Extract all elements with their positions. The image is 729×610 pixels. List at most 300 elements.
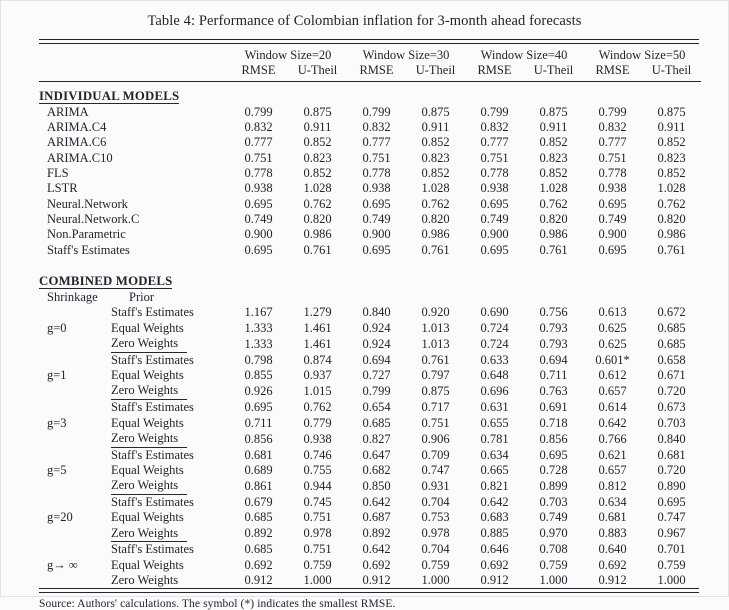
prior-label: Staff's Estimates	[111, 305, 194, 320]
metric-value: 0.631	[480, 400, 509, 415]
shrinkage-label	[39, 383, 111, 400]
metric-value: 0.820	[657, 211, 686, 226]
metric-value: 0.755	[303, 462, 332, 477]
shrinkage-label	[39, 305, 111, 320]
metric-value: 0.890	[657, 478, 686, 493]
window-size-header-2: Window Size=30	[362, 48, 450, 62]
metric-header-rmse-3: RMSE	[465, 63, 524, 81]
combined-models-heading-row	[39, 267, 701, 290]
metric-value: 0.875	[421, 384, 450, 399]
metric-value: 0.823	[657, 150, 686, 165]
model-row	[39, 197, 701, 212]
metric-value: 0.832	[480, 120, 509, 135]
metric-value: 0.852	[657, 135, 686, 150]
metric-value: 0.820	[539, 211, 568, 226]
empty-cell	[288, 290, 347, 305]
metric-value: 0.912	[480, 573, 509, 587]
metric-value: 0.978	[421, 526, 450, 541]
metric-value: 0.751	[480, 150, 509, 165]
metric-value: 0.762	[539, 196, 568, 211]
prior-label: Equal Weights	[111, 320, 184, 335]
metric-value: 1.013	[421, 336, 450, 351]
model-name: ARIMA.C4	[47, 120, 107, 135]
metric-value: 1.028	[539, 181, 568, 196]
metric-value: 0.820	[303, 211, 332, 226]
metric-value: 0.751	[303, 510, 332, 525]
metric-value: 0.832	[244, 120, 273, 135]
metric-value: 0.746	[303, 447, 332, 462]
metric-value: 0.658	[657, 352, 686, 367]
shrinkage-label	[39, 478, 111, 495]
metric-value: 1.013	[421, 320, 450, 335]
combined-row	[39, 305, 701, 320]
metric-value: 1.000	[657, 573, 686, 587]
metric-value: 0.642	[362, 495, 391, 510]
metric-value: 0.685	[244, 542, 273, 557]
prior-label	[111, 336, 229, 353]
shrinkage-label: g→ ∞	[47, 557, 78, 572]
metric-value: 0.777	[362, 135, 391, 150]
empty-cell	[229, 290, 288, 305]
model-row	[39, 243, 701, 258]
empty-cell	[406, 290, 465, 305]
metric-value: 0.685	[244, 510, 273, 525]
metric-value: 0.711	[539, 368, 568, 383]
prior-label: Staff's Estimates	[111, 542, 194, 557]
window-size-header-row	[39, 44, 701, 63]
metric-value: 0.762	[303, 400, 332, 415]
metric-value: 0.944	[303, 478, 332, 493]
metric-value: 0.761	[539, 242, 568, 257]
metric-value: 0.695	[480, 242, 509, 257]
metric-value: 1.167	[244, 305, 273, 320]
metric-value: 1.015	[303, 384, 332, 399]
metric-value: 0.704	[421, 495, 450, 510]
metric-value: 0.690	[480, 305, 509, 320]
metric-value: 0.892	[362, 526, 391, 541]
table-header	[39, 44, 701, 81]
metric-value: 0.777	[598, 135, 627, 150]
metric-value: 0.654	[362, 400, 391, 415]
metric-value: 0.920	[421, 305, 450, 320]
shrinkage-label	[39, 448, 111, 463]
metric-value: 0.759	[303, 557, 332, 572]
metric-value: 0.779	[303, 415, 332, 430]
metric-value: 0.926	[244, 384, 273, 399]
model-name: LSTR	[47, 181, 78, 196]
metric-value: 0.751	[421, 415, 450, 430]
metric-header-rmse-4: RMSE	[583, 63, 642, 81]
metric-value: 0.938	[480, 181, 509, 196]
metric-value: 0.899	[539, 478, 568, 493]
metric-value: 1.028	[421, 181, 450, 196]
metric-value: 0.703	[539, 495, 568, 510]
metric-value: 0.753	[421, 510, 450, 525]
metric-value: 1.028	[303, 181, 332, 196]
results-table	[39, 44, 701, 588]
metric-value: 0.778	[362, 166, 391, 181]
metric-value: 0.695	[244, 242, 273, 257]
metric-value: 0.931	[421, 478, 450, 493]
metric-value: 0.892	[244, 526, 273, 541]
combined-row	[39, 353, 701, 368]
metric-value: 0.912	[244, 573, 273, 587]
metric-value: 0.685	[657, 336, 686, 351]
metric-value: 0.906	[421, 431, 450, 446]
metric-value: 1.333	[244, 336, 273, 351]
metric-value: 0.703	[657, 415, 686, 430]
metric-value: 0.855	[244, 368, 273, 383]
metric-header-u-theil-2: U-Theil	[406, 63, 465, 81]
metric-value: 0.640	[598, 542, 627, 557]
shrinkage-label: g=5	[47, 462, 67, 477]
metric-value: 0.986	[657, 227, 686, 242]
metric-value: 0.911	[657, 120, 686, 135]
model-row	[39, 227, 701, 242]
header-spacer-cell	[39, 44, 229, 63]
metric-value: 0.840	[657, 431, 686, 446]
metric-value: 0.747	[421, 462, 450, 477]
metric-value: 0.633	[480, 352, 509, 367]
metric-header-row	[39, 63, 701, 81]
metric-value: 0.793	[539, 336, 568, 351]
metric-value: 0.827	[362, 431, 391, 446]
prior-label: Staff's Estimates	[111, 495, 194, 510]
shrinkage-label: g=3	[47, 415, 67, 430]
metric-value: 0.621	[598, 447, 627, 462]
metric-value: 0.648	[480, 368, 509, 383]
metric-value: 0.797	[421, 368, 450, 383]
metric-value: 0.912	[362, 573, 391, 587]
prior-label	[111, 431, 229, 448]
combined-row	[39, 368, 701, 383]
metric-value: 0.717	[421, 400, 450, 415]
metric-value: 0.823	[421, 150, 450, 165]
metric-value: 0.924	[362, 320, 391, 335]
metric-value: 0.759	[657, 557, 686, 572]
combined-row	[39, 321, 701, 336]
combined-row	[39, 526, 701, 543]
metric-value: 0.861	[244, 478, 273, 493]
metric-value: 0.850	[362, 478, 391, 493]
metric-value: 0.613	[598, 305, 627, 320]
metric-value: 0.763	[539, 384, 568, 399]
metric-value: 0.692	[362, 557, 391, 572]
shrinkage-label	[39, 573, 111, 588]
metric-value: 1.028	[657, 181, 686, 196]
metric-value: 0.695	[362, 196, 391, 211]
metric-value: 0.665	[480, 462, 509, 477]
combined-row	[39, 336, 701, 353]
metric-value: 0.793	[539, 320, 568, 335]
metric-value: 0.634	[598, 495, 627, 510]
metric-value: 0.625	[598, 336, 627, 351]
model-name: Neural.Network.C	[47, 211, 140, 226]
prior-label-underlined: Zero Weights	[111, 478, 187, 495]
combined-row	[39, 478, 701, 495]
combined-row	[39, 383, 701, 400]
metric-value: 0.875	[657, 104, 686, 119]
prior-label-underlined: Zero Weights	[111, 526, 187, 543]
metric-value: 0.938	[598, 181, 627, 196]
metric-value: 0.671	[657, 368, 686, 383]
shrinkage-label	[39, 526, 111, 543]
prior-label: Equal Weights	[111, 368, 184, 383]
combined-row	[39, 400, 701, 415]
metric-value: 0.761	[657, 242, 686, 257]
metric-value: 0.852	[539, 166, 568, 181]
metric-value: 0.759	[539, 557, 568, 572]
metric-value: 0.625	[598, 320, 627, 335]
metric-value: 0.832	[362, 120, 391, 135]
metric-value: 0.681	[598, 510, 627, 525]
combined-models-heading: COMBINED MODELS	[39, 273, 173, 288]
metric-value: 0.900	[244, 227, 273, 242]
metric-value: 0.695	[539, 447, 568, 462]
empty-cell	[524, 290, 583, 305]
metric-value: 0.695	[362, 242, 391, 257]
metric-value: 1.000	[421, 573, 450, 587]
model-name: ARIMA.C6	[47, 135, 107, 150]
metric-value: 0.682	[362, 462, 391, 477]
prior-label	[111, 478, 229, 495]
metric-value: 0.762	[421, 196, 450, 211]
metric-value: 0.749	[539, 510, 568, 525]
metric-value: 0.856	[539, 431, 568, 446]
metric-value: 0.756	[539, 305, 568, 320]
empty-cell	[465, 290, 524, 305]
metric-value: 0.642	[598, 415, 627, 430]
metric-value: 0.781	[480, 431, 509, 446]
metric-value: 0.614	[598, 400, 627, 415]
metric-header-rmse-2: RMSE	[347, 63, 406, 81]
metric-value: 0.762	[657, 196, 686, 211]
metric-value: 0.900	[598, 227, 627, 242]
window-size-header-4: Window Size=50	[598, 48, 686, 62]
metric-value: 0.938	[362, 181, 391, 196]
metric-value: 1.000	[539, 573, 568, 587]
metric-value: 0.704	[421, 542, 450, 557]
metric-value: 0.911	[539, 120, 568, 135]
prior-label: Equal Weights	[111, 415, 184, 430]
metric-value: 0.695	[598, 242, 627, 257]
metric-value: 0.986	[421, 227, 450, 242]
combined-row	[39, 558, 701, 573]
window-size-header-1: Window Size=20	[244, 48, 332, 62]
shrinkage-column-header: Shrinkage	[47, 290, 98, 305]
prior-label: Staff's Estimates	[111, 447, 194, 462]
metric-value: 0.978	[303, 526, 332, 541]
metric-value: 0.692	[480, 557, 509, 572]
metric-value: 0.852	[539, 135, 568, 150]
combined-row	[39, 495, 701, 510]
metric-value: 0.912	[598, 573, 627, 587]
metric-value: 0.749	[480, 211, 509, 226]
shrinkage-label	[39, 353, 111, 368]
metric-value: 0.672	[657, 305, 686, 320]
metric-value: 1.461	[303, 320, 332, 335]
metric-value: 0.695	[480, 196, 509, 211]
metric-value: 0.646	[480, 542, 509, 557]
metric-value: 0.711	[244, 415, 273, 430]
metric-value: 0.673	[657, 400, 686, 415]
metric-value: 0.709	[421, 447, 450, 462]
metric-value: 0.875	[421, 104, 450, 119]
prior-label: Equal Weights	[111, 557, 184, 572]
section-spacer-row	[39, 258, 701, 267]
metric-value: 0.799	[362, 104, 391, 119]
model-row	[39, 151, 701, 166]
metric-value: 0.724	[480, 336, 509, 351]
metric-value: 0.761	[303, 242, 332, 257]
metric-value: 0.761	[421, 242, 450, 257]
model-row	[39, 181, 701, 196]
table-wrap	[39, 39, 699, 593]
combined-row	[39, 463, 701, 478]
metric-value: 0.937	[303, 368, 332, 383]
metric-value: 0.885	[480, 526, 509, 541]
metric-value: 0.820	[421, 211, 450, 226]
metric-value: 0.832	[598, 120, 627, 135]
prior-label-underlined: Zero Weights	[111, 336, 187, 353]
metric-value: 0.911	[421, 120, 450, 135]
prior-label: Equal Weights	[111, 462, 184, 477]
combined-row	[39, 573, 701, 588]
metric-value: 0.798	[244, 352, 273, 367]
metric-value: 1.000	[303, 573, 332, 587]
metric-value: 0.749	[362, 211, 391, 226]
metric-value: 0.840	[362, 305, 391, 320]
model-name: Non.Parametric	[47, 227, 126, 242]
empty-cell	[347, 290, 406, 305]
prior-label	[111, 383, 229, 400]
combined-row	[39, 416, 701, 431]
metric-value: 0.657	[598, 384, 627, 399]
metric-value: 0.751	[362, 150, 391, 165]
metric-header-u-theil-1: U-Theil	[288, 63, 347, 81]
metric-value: 0.924	[362, 336, 391, 351]
metric-value: 0.694	[539, 352, 568, 367]
metric-value: 0.749	[244, 211, 273, 226]
metric-value: 0.986	[303, 227, 332, 242]
metric-value: 0.689	[244, 462, 273, 477]
metric-value: 0.692	[244, 557, 273, 572]
metric-value: 0.821	[480, 478, 509, 493]
metric-value: 0.823	[539, 150, 568, 165]
metric-value: 1.279	[303, 305, 332, 320]
section-spacer-cell	[39, 258, 701, 267]
shrinkage-label: g=1	[47, 368, 67, 383]
metric-value: 0.642	[480, 495, 509, 510]
shrinkage-label	[39, 431, 111, 448]
metric-value: 0.852	[303, 166, 332, 181]
metric-value: 0.778	[244, 166, 273, 181]
metric-value: 0.751	[598, 150, 627, 165]
metric-value: 0.938	[303, 431, 332, 446]
prior-label-underlined: Zero Weights	[111, 383, 187, 400]
metric-value: 0.759	[421, 557, 450, 572]
metric-value: 0.812	[598, 478, 627, 493]
individual-models-heading: INDIVIDUAL MODELS	[39, 88, 180, 103]
metric-value: 0.900	[480, 227, 509, 242]
prior-label: Staff's Estimates	[111, 352, 194, 367]
metric-value: 0.823	[303, 150, 332, 165]
shrinkage-label: g=20	[47, 510, 73, 525]
metric-value: 0.745	[303, 495, 332, 510]
model-row	[39, 120, 701, 135]
metric-value: 0.657	[598, 462, 627, 477]
metric-value: 0.655	[480, 415, 509, 430]
prior-label: Equal Weights	[111, 510, 184, 525]
shrinkage-label	[39, 495, 111, 510]
model-row	[39, 166, 701, 181]
metric-value: 0.634	[480, 447, 509, 462]
metric-value: 0.762	[303, 196, 332, 211]
metric-value: 0.687	[362, 510, 391, 525]
source-note: Source: Authors' calculations. The symbol (*) indicates the smallest RMSE.	[39, 598, 396, 610]
metric-value: 0.751	[303, 542, 332, 557]
combined-row	[39, 542, 701, 557]
prior-label: Staff's Estimates	[111, 400, 194, 415]
metric-header-rmse-1: RMSE	[229, 63, 288, 81]
metric-value: 0.701	[657, 542, 686, 557]
metric-value: 0.970	[539, 526, 568, 541]
metric-value: 0.777	[480, 135, 509, 150]
metric-value: 0.724	[480, 320, 509, 335]
metric-value: 0.852	[657, 166, 686, 181]
metric-value: 0.747	[657, 510, 686, 525]
combined-row	[39, 510, 701, 525]
model-name: Staff's Estimates	[47, 242, 130, 257]
shrinkage-label	[39, 336, 111, 353]
table-body	[39, 81, 701, 588]
combined-models-heading-cell	[39, 267, 701, 290]
prior-column-header: Prior	[129, 290, 154, 305]
metric-value: 0.694	[362, 352, 391, 367]
metric-value: 0.751	[244, 150, 273, 165]
combined-row	[39, 448, 701, 463]
metric-value: 0.874	[303, 352, 332, 367]
shrinkage-label	[39, 400, 111, 415]
metric-value: 0.691	[539, 400, 568, 415]
metric-value: 0.695	[244, 196, 273, 211]
metric-value: 0.720	[657, 462, 686, 477]
metric-value: 0.778	[480, 166, 509, 181]
prior-label	[111, 526, 229, 543]
metric-value: 0.683	[480, 510, 509, 525]
metric-value: 0.900	[362, 227, 391, 242]
header-spacer-cell	[39, 63, 229, 81]
metric-value: 0.778	[598, 166, 627, 181]
metric-value: 0.727	[362, 368, 391, 383]
metric-value: 0.852	[421, 166, 450, 181]
shrinkage-prior-header-row	[39, 290, 701, 305]
model-row	[39, 212, 701, 227]
table-title: Table 4: Performance of Colombian inflation for 3-month ahead forecasts	[147, 13, 582, 29]
bottom-double-rule	[39, 588, 699, 593]
metric-value: 0.799	[362, 384, 391, 399]
metric-value: 0.679	[244, 495, 273, 510]
shrinkage-label	[39, 542, 111, 557]
individual-models-heading-row	[39, 81, 701, 105]
metric-value: 0.681	[244, 447, 273, 462]
metric-value: 0.647	[362, 447, 391, 462]
metric-value: 0.875	[303, 104, 332, 119]
metric-value: 0.883	[598, 526, 627, 541]
metric-value: 0.799	[598, 104, 627, 119]
metric-value: 0.777	[244, 135, 273, 150]
metric-header-u-theil-3: U-Theil	[524, 63, 583, 81]
